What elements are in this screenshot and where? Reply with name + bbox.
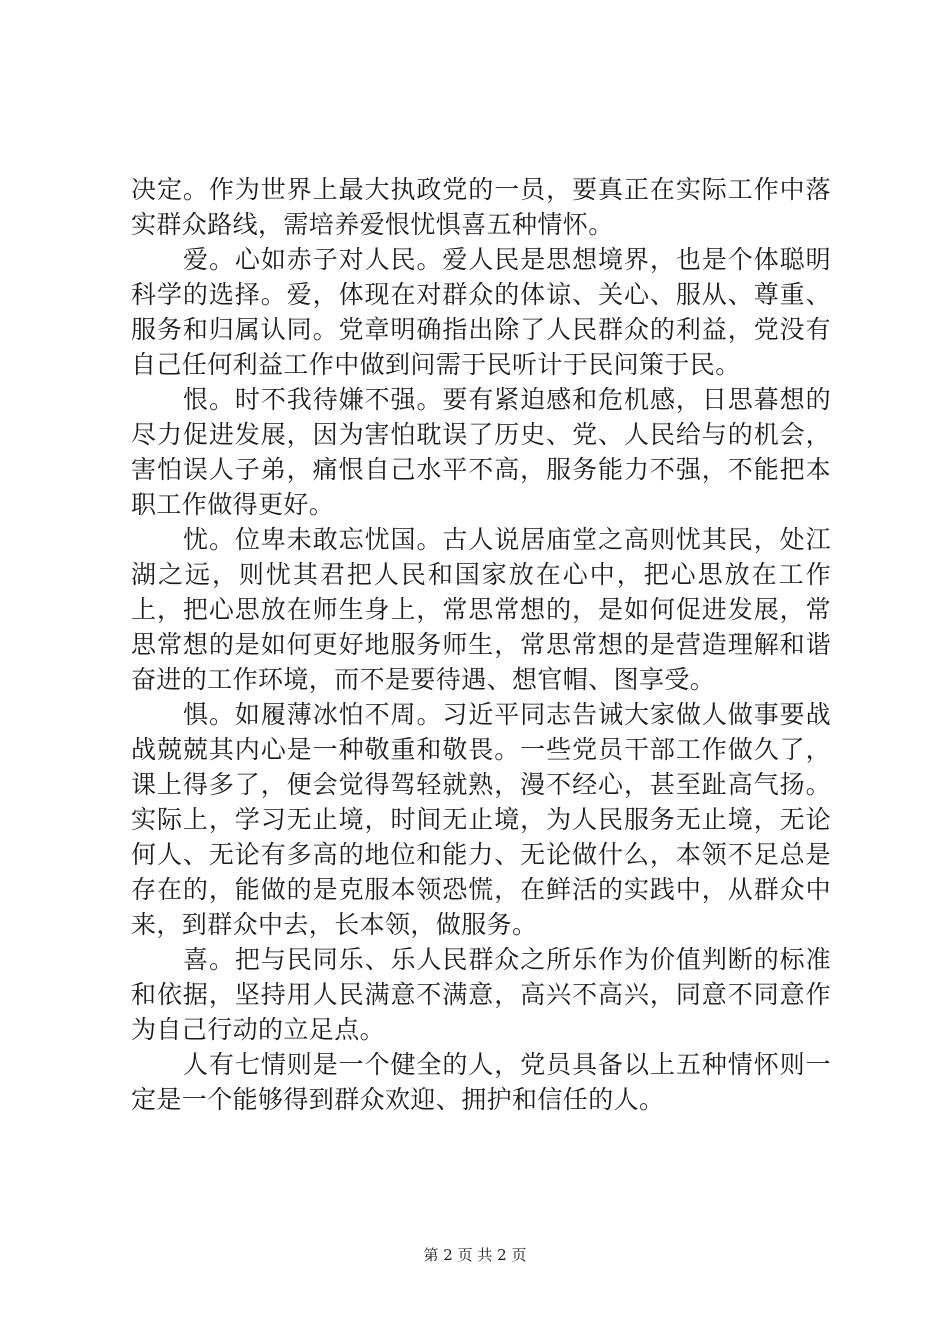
paragraph-love: 爱。心如赤子对人民。爱人民是思想境界，也是个体聪明科学的选择。爱，体现在对群众的体谅、关心、服从、尊重、服务和归属认同。党章明确指出除了人民群众的利益，党没有自己任何利益工作中做到问需于民听计于民问策于民。 — [131, 245, 831, 379]
paragraph-hate: 恨。时不我待嫌不强。要有紧迫感和危机感，日思暮想的尽力促进发展，因为害怕耽误了历史、党、人民给与的机会，害怕误人子弟，痛恨自己水平不高，服务能力不强，不能把本职工作做得更好。 — [131, 385, 831, 519]
paragraph-fear: 惧。如履薄冰怕不周。习近平同志告诫大家做人做事要战战兢兢其内心是一种敬重和敬畏。一些党员干部工作做久了，课上得多了，便会觉得驾轻就熟，漫不经心，甚至趾高气扬。实际上，学习无止境，时间无止境，为人民服务无止境，无论何人、无论有多高的地位和能力、无论做什么，本领不足总是存在的，能做的是克服本领恐慌，在鲜活的实践中，从群众中来，到群众中去，长本领，做服务。 — [131, 700, 831, 939]
paragraph-joy: 喜。把与民同乐、乐人民群众之所乐作为价值判断的标准和依据，坚持用人民满意不满意，高兴不高兴，同意不同意作为自己行动的立足点。 — [131, 945, 831, 1044]
document-body — [131, 172, 831, 1117]
page-number-footer: 第 2 页 共 2 页 — [423, 1246, 527, 1264]
paragraph-worry: 忧。位卑未敢忘忧国。古人说居庙堂之高则忧其民，处江湖之远，则忧其君把人民和国家放在心中，把心思放在工作上，把心思放在师生身上，常思常想的，是如何促进发展，常思常想的是如何更好地服务师生，常思常想的是营造理解和谐奋进的工作环境，而不是要待遇、想官帽、图享受。 — [131, 525, 831, 694]
paragraph-conclusion: 人有七情则是一个健全的人，党员具备以上五种情怀则一定是一个能够得到群众欢迎、拥护和信任的人。 — [131, 1050, 831, 1114]
paragraph-continuation: 决定。作为世界上最大执政党的一员，要真正在实际工作中落实群众路线，需培养爱恨忧惧喜五种情怀。 — [131, 175, 831, 239]
